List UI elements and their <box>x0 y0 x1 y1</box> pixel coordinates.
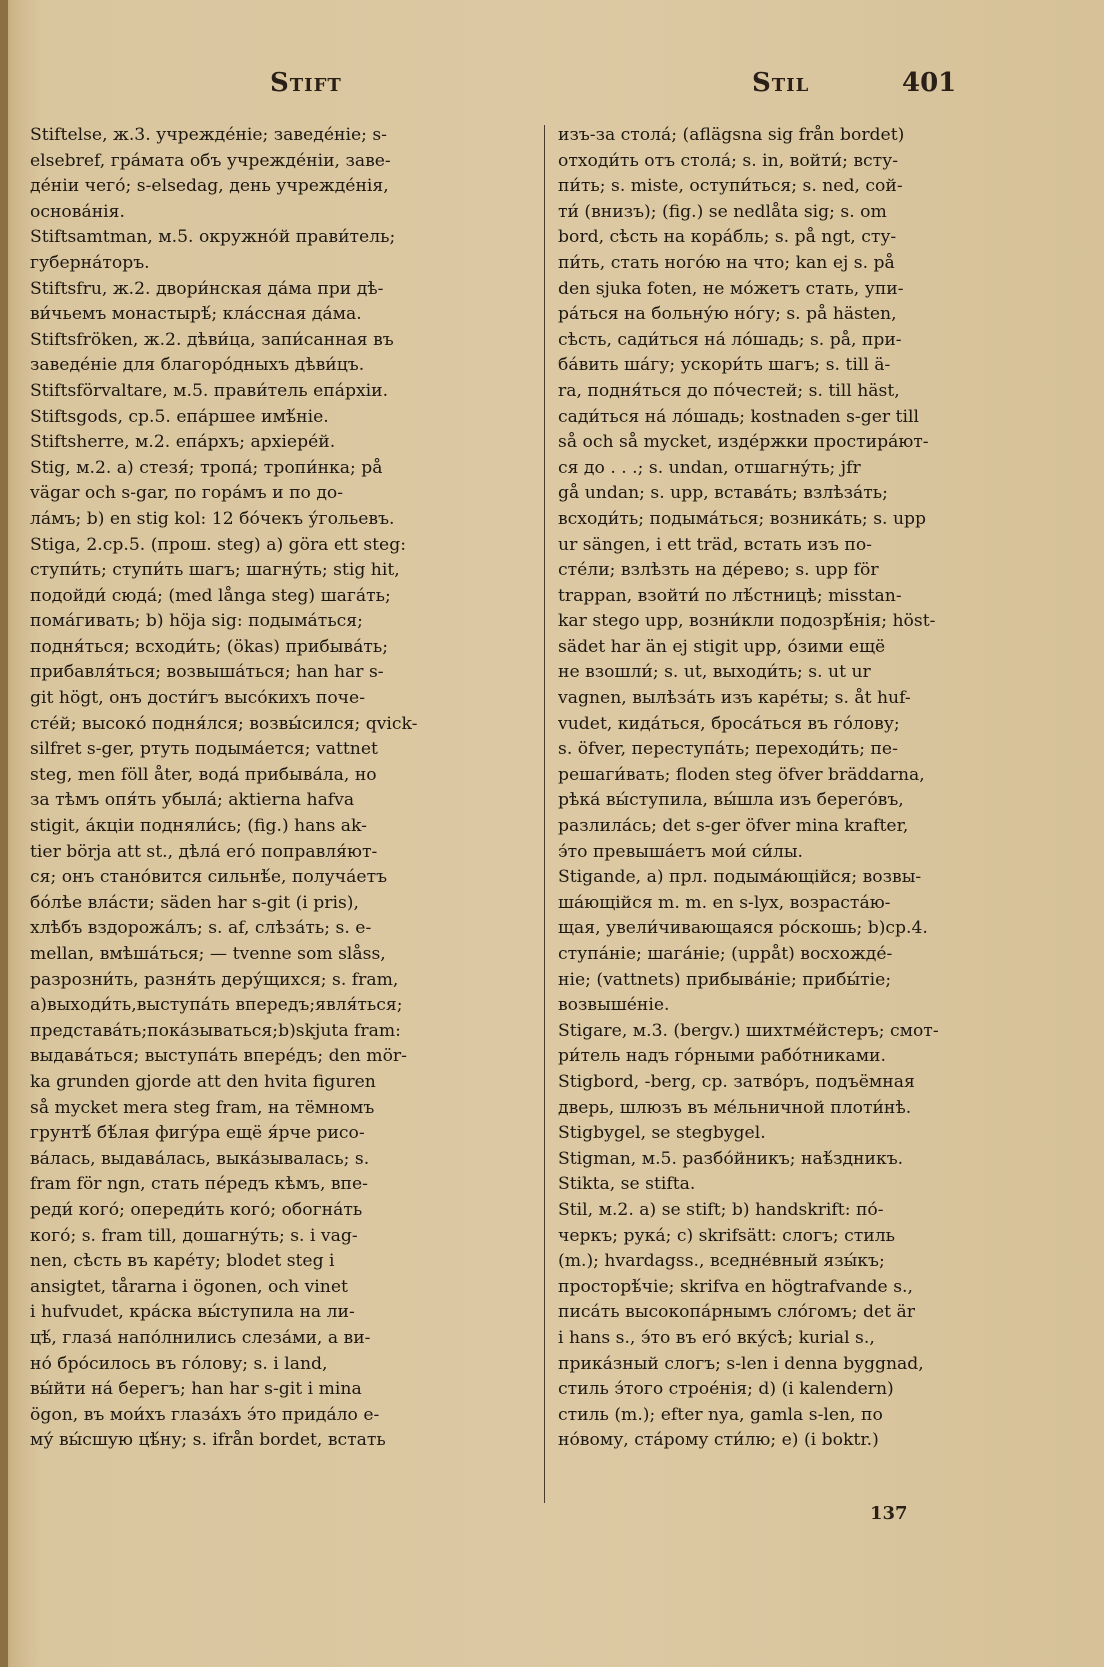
text-line: Stiftsfru, ж.2. двори́нская да́ма при дѣ- <box>30 278 384 299</box>
text-line: Stiftsamtman, м.5. окружно́й прави́тель; <box>30 227 396 248</box>
text-line: прибавля́ться; возвыша́ться; han har s- <box>30 662 384 683</box>
text-line: бо́лѣе вла́сти; säden har s-git (i pris), <box>30 892 359 913</box>
text-line: elsebref, гра́мата объ учрежде́ніи, заве- <box>30 150 391 171</box>
text-line: bord, сѣсть на кора́бль; s. på ngt, сту- <box>558 227 897 248</box>
text-line: стиль (m.); efter nya, gamla s-len, по <box>558 1404 883 1425</box>
text-line: Stigman, м.5. разбо́йникъ; наѣ́здникъ. <box>558 1148 904 1169</box>
text-line: ся до . . .; s. undan, отшагну́ть; jfr <box>558 457 861 478</box>
text-line: vägar och s-gar, по гора́мъ и по до- <box>30 483 344 504</box>
text-line: прика́зный слогъ; s-len i denna byggnad, <box>558 1353 924 1374</box>
text-line: i hufvudet, кра́ска вы́ступила на ли- <box>30 1302 355 1323</box>
text-line: вы́йти на́ берегъ; han har s-git i mina <box>30 1379 362 1400</box>
text-line: Stigare, м.3. (bergv.) шихтме́йстеръ; смот- <box>558 1020 939 1041</box>
book-gutter <box>0 0 8 1667</box>
text-line: отходи́ть отъ стола́; s. in, войти́; всту- <box>558 150 899 171</box>
text-line: ступи́ть; ступи́ть шагъ; шагну́ть; stig hit, <box>30 560 400 581</box>
text-line: изъ-за стола́; (aflägsna sig från bordet) <box>558 125 905 145</box>
text-line: Stigbord, -berg, ср. затво́ръ, подъёмная <box>558 1071 915 1092</box>
page-header <box>0 68 1104 108</box>
text-line: ра́ться на больну́ю но́гу; s. på hästen, <box>558 304 897 325</box>
text-line: пи́ть; s. miste, оступи́ться; s. ned, сой- <box>558 176 903 197</box>
text-line: nen, сѣсть въ каре́ту; blodet steg i <box>30 1251 335 1272</box>
text-line: ба́вить ша́гу; ускори́ть шагъ; s. till ä- <box>558 355 891 376</box>
left-column <box>30 123 530 1454</box>
text-line: vudet, кида́ться, броса́ться въ го́лову; <box>558 713 900 734</box>
text-line: сади́ться на́ ло́шадь; kostnaden s-ger till <box>558 406 919 427</box>
text-line: Stiftelse, ж.3. учрежде́ніе; заведе́ніе; s- <box>30 125 387 145</box>
text-line: заведе́ніе для благоро́дныхъ дѣви́цъ. <box>30 355 365 376</box>
text-line: git högt, онъ дости́гъ высо́кихъ поче- <box>30 688 366 709</box>
text-line: i hans s., э́то въ его́ вку́сѣ; kurial s., <box>558 1327 875 1348</box>
text-line: ша́ющійся m. m. en s-lyx, возраста́ю- <box>558 892 891 913</box>
text-line: så mycket mera steg fram, на тёмномъ <box>30 1097 375 1118</box>
text-line: ka grunden gjorde att den hvita figuren <box>30 1071 376 1092</box>
text-line: решаги́вать; floden steg öfver bräddarna, <box>558 764 925 785</box>
text-line: разрозни́ть, разня́ть деру́щихся; s. fram, <box>30 969 399 990</box>
text-line: сѣсть, сади́ться на́ ло́шадь; s. på, при- <box>558 329 902 350</box>
text-line: подойди́ сюда́; (med långa steg) шага́ть; <box>30 585 391 606</box>
text-line: основа́нія. <box>30 201 125 222</box>
text-line: выдава́ться; выступа́ть впере́дъ; den mör- <box>30 1046 407 1067</box>
text-line: черкъ; рука́; c) skrifsätt: слогъ; стиль <box>558 1225 896 1246</box>
text-line: сте́ли; взлѣзть на де́рево; s. upp för <box>558 560 879 581</box>
text-line: грунтѣ́ бѣ́лая фигу́ра ещё я́рче рисо- <box>30 1123 365 1144</box>
text-line: ступа́ніе; шага́ніе; (uppåt) восхожде́- <box>558 944 893 964</box>
text-line: представа́ть;пока́зываться;b)skjuta fram: <box>30 1020 401 1041</box>
text-line: сте́й; высоко́ подня́лся; возвы́сился; qvick- <box>30 713 418 734</box>
text-line: но́ бро́силось въ го́лову; s. i land, <box>30 1353 328 1374</box>
text-line: а)выходи́ть,выступа́ть впередъ;явля́ться; <box>30 995 403 1016</box>
text-line: Stiftsförvaltare, м.5. прави́тель епа́рхіи. <box>30 380 389 401</box>
text-line: ur sängen, i ett träd, встать изъ по- <box>558 534 872 555</box>
text-line: э́то превыша́етъ мои́ си́лы. <box>558 841 804 862</box>
text-line: ansigtet, tårarna i ögonen, och vinet <box>30 1276 348 1297</box>
text-line: писа́ть высокопа́рнымъ сло́гомъ; det är <box>558 1302 915 1323</box>
text-line: ла́мъ; b) en stig kol: 12 бо́чекъ у́гольевъ. <box>30 508 395 529</box>
text-line: Stiftsgods, ср.5. епа́ршее имѣ́ніе. <box>30 406 329 427</box>
text-line: щая, увели́чивающаяся ро́скошь; b)ср.4. <box>558 918 928 939</box>
text-line: ніе; (vattnets) прибыва́ніе; прибы́тіе; <box>558 969 892 990</box>
text-line: gå undan; s. upp, встава́ть; взлѣза́ть; <box>558 483 888 504</box>
text-line: vagnen, вылѣза́ть изъ каре́ты; s. åt huf- <box>558 688 911 709</box>
text-line: kar stego upp, возни́кли подозрѣ́нія; höst- <box>558 611 936 632</box>
text-line: (m.); hvardagss., вседне́вный язы́къ; <box>558 1251 885 1272</box>
text-line: ви́чьемъ монастырѣ́; кла́ссная да́ма. <box>30 304 362 325</box>
text-line: пи́ть, стать ного́ю на что; kan ej s. på <box>558 252 895 273</box>
text-line: Stikta, se stifta. <box>558 1174 696 1195</box>
text-line: ся; онъ стано́вится сильнѣ́е, получа́етъ <box>30 867 388 888</box>
text-line: ra, подня́ться до по́честей; s. till häst, <box>558 380 900 401</box>
text-line: ри́тель надъ го́рными рабо́тниками. <box>558 1046 886 1067</box>
text-line: trappan, взойти́ по лѣ́стницѣ; misstan- <box>558 585 902 606</box>
text-line: всходи́ть; подыма́ться; возника́ть; s. upp <box>558 508 927 529</box>
text-line: рѣка́ вы́ступила, вы́шла изъ берего́въ, <box>558 790 904 811</box>
text-line: mellan, вмѣша́ться; — tvenne som slåss, <box>30 944 386 964</box>
column-divider <box>544 125 545 1503</box>
text-line: цѣ́, глаза́ напо́лнились слеза́ми, а ви- <box>30 1327 371 1348</box>
text-line: де́ніи чего́; s-elsedag, день учрежде́нія, <box>30 176 389 197</box>
text-line: возвыше́ніе. <box>558 995 670 1016</box>
text-line: му́ вы́сшую цѣ́ну; s. ifrån bordet, встать <box>30 1430 386 1451</box>
text-line: tier börja att st., дѣла́ его́ поправля́ют- <box>30 841 378 862</box>
text-line: ögon, въ мои́хъ глаза́хъ э́то прида́ло е- <box>30 1404 380 1425</box>
text-line: пома́гивать; b) höja sig: подыма́ться; <box>30 611 363 632</box>
page-number: 401 <box>902 68 957 98</box>
header-left-word: Stift <box>270 68 342 98</box>
text-line: sädet har än ej stigit upp, о́зими ещё <box>558 636 886 657</box>
text-line: fram för ngn, стать пе́редъ кѣмъ, впе- <box>30 1174 368 1195</box>
text-line: дверь, шлюзъ въ ме́льничной плоти́нѣ. <box>558 1097 912 1118</box>
text-line: хлѣбъ вздорожа́лъ; s. af, слѣза́ть; s. e- <box>30 918 372 939</box>
text-line: Stig, м.2. а) стезя́; тропа́; тропи́нка; på <box>30 457 383 478</box>
text-line: så och så mycket, изде́ржки простира́ют- <box>558 432 929 453</box>
header-right-word: Stil <box>752 68 810 98</box>
text-line: не взошли́; s. ut, выходи́ть; s. ut ur <box>558 662 871 683</box>
signature-mark: 137 <box>870 1503 908 1524</box>
text-line: кого́; s. fram till, дошагну́ть; s. i vag- <box>30 1225 358 1246</box>
text-line: s. öfver, переступа́ть; переходи́ть; пе- <box>558 739 898 760</box>
text-line: реди́ кого́; опереди́ть кого́; обогна́ть <box>30 1199 363 1220</box>
text-line: Stigbygel, se stegbygel. <box>558 1123 766 1144</box>
text-line: но́вому, ста́рому сти́лю; e) (i boktr.) <box>558 1430 879 1451</box>
text-line: Stil, м.2. а) se stift; b) handskrift: по́- <box>558 1199 884 1220</box>
text-line: подня́ться; всходи́ть; (ökas) прибыва́ть; <box>30 636 389 657</box>
text-line: Stiftsherre, м.2. епа́рхъ; архіере́й. <box>30 432 336 453</box>
text-line: стиль э́того строе́нія; d) (i kalendern) <box>558 1379 894 1400</box>
text-line: Stiftsfröken, ж.2. дѣви́ца, запи́санная въ <box>30 329 394 350</box>
right-column <box>558 123 1056 1454</box>
text-line: разлила́сь; det s-ger öfver mina krafter, <box>558 816 909 837</box>
text-line: ва́лась, выдава́лась, выка́зывалась; s. <box>30 1148 370 1169</box>
text-line: просторѣ́чіе; skrifva en högtrafvande s., <box>558 1276 913 1297</box>
text-line: stigit, а́кціи подняли́сь; (fig.) hans ak- <box>30 816 367 837</box>
text-line: Stigande, а) прл. подыма́ющійся; возвы- <box>558 867 922 888</box>
text-line: steg, men föll åter, вода́ прибыва́ла, но <box>30 764 377 785</box>
text-line: Stiga, 2.ср.5. (прош. steg) a) göra ett steg: <box>30 534 407 555</box>
text-line: silfret s-ger, ртуть подыма́ется; vattnet <box>30 739 378 760</box>
text-line: за тѣмъ опя́ть убыла́; aktierna hafva <box>30 790 355 811</box>
text-line: den sjuka foten, не мо́жетъ стать, упи- <box>558 278 904 299</box>
text-line: губерна́торъ. <box>30 252 150 273</box>
text-line: ти́ (внизъ); (fig.) se nedlåta sig; s. om <box>558 201 887 222</box>
